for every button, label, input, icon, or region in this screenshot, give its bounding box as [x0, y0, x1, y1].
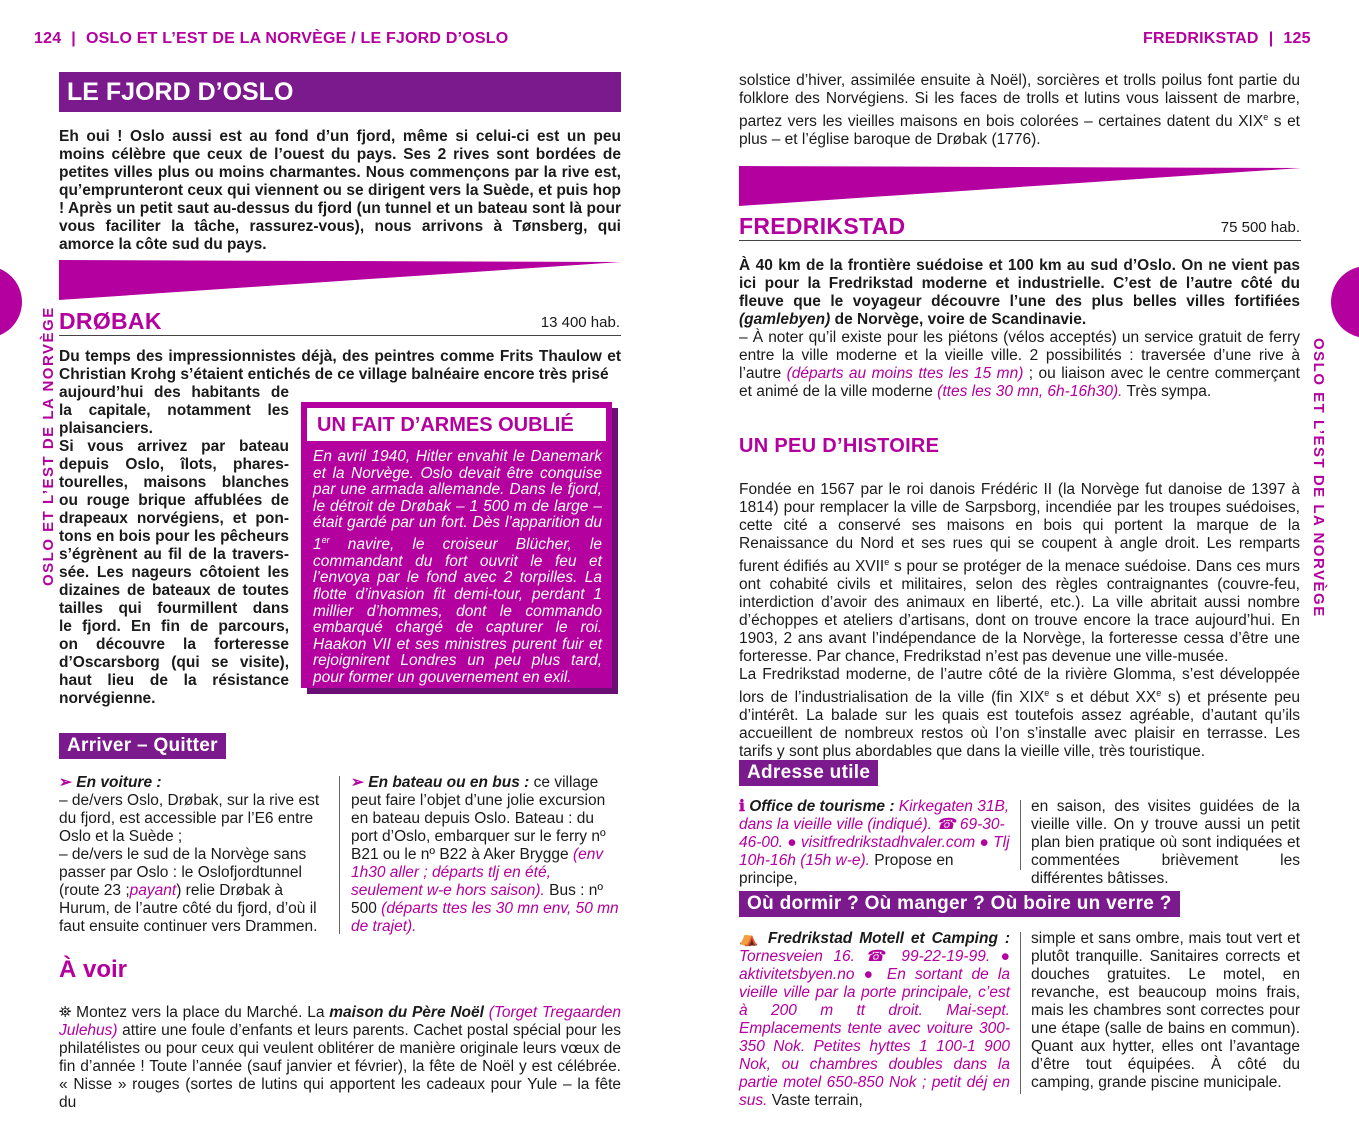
drobak-line: on découvre la forteresse: [59, 636, 289, 653]
chapter-intro: Eh oui ! Oslo aussi est au fond d’un fjord, même si celui-ci est un peu moins célèbre que ceux de l’ouest du pays. Ses 2 rives sont bordées de petites villes plus ou moins charmantes. Nous commençons par la rive est, qu’emprunteront ceux qui viennent ou se dirigent vers la Suède, et puis hop ! Après un petit saut au-dessus du fjord (un tunnel et un bateau sont là pour vous faciliter la tâche, rassurez-vous), nous arrivons à Tønsberg, qui amorce la côte sud du pays.: [59, 128, 621, 253]
left-running-title: OSLO ET L’EST DE LA NORVÈGE / LE FJORD D’OSLO: [85, 30, 509, 47]
drobak-line: tailles qui fourmillent dans: [59, 600, 289, 617]
right-running-title: FREDRIKSTAD: [1143, 30, 1259, 47]
a-voir-pre: Montez vers la place du Marché. La: [71, 1004, 330, 1021]
histoire-text: [739, 481, 1300, 761]
bus-hours: (départs ttes les 30 mn env, 50 mn de trajet).: [351, 900, 619, 935]
arriver-col-divider: [339, 776, 340, 934]
office-block: ℹ Office de tourisme : Kirkegaten 31B, dans la vieille ville (indiqué). ☎ 69-30-46-00. ● visitfredrikstadhvaler.com ● Tlj 10h-16h (15h w-e). Propose en principe,: [739, 798, 1010, 887]
fredrikstad-rule: [739, 240, 1301, 241]
bus-text: Bus : nº 500: [351, 882, 604, 917]
continuation-text: solstice d’hiver, assimilée ensuite à Noël), sorcières et trolls poilus font partie du folklore des Norvégiens. Si les faces de trolls et lutins vous laissent de marbre, partez vers les vieilles maisons en bois colorées – certaines datent du XIXe s et plus – et l’église baroque de Drøbak (1776).: [739, 72, 1300, 149]
drobak-line: d’Oscarsborg (qui se visite),: [59, 654, 289, 671]
fait-armes-box: [301, 402, 612, 688]
left-side-label: OSLO ET L’EST DE LA NORVÈGE: [40, 306, 57, 586]
drobak-line: norvégienne.: [59, 690, 156, 707]
right-side-label: OSLO ET L’EST DE LA NORVÈGE: [1310, 338, 1327, 618]
camping-col-divider: [1020, 932, 1021, 1094]
right-page-number: 125: [1283, 30, 1311, 47]
drobak-line: s’égrènent au fil de la travers-: [59, 546, 289, 563]
camping-block: ⛺ Fredrikstad Motell et Camping : Tornesveien 16. ☎ 99-22-19-99. ● aktivitetsbyen.no ● En sortant de la vieille ville par la porte principale, c’est à 200 m tt droit. Mai-sept. Emplacements tente avec voiture 300-350 Nok. Petites hyttes 1 100-1 900 Nok, ou chambres doubles dans la partie motel 650-850 Nok ; petit déj en sus. Vaste terrain,: [739, 930, 1010, 1109]
drobak-line: le fjord. En fin de parcours,: [59, 618, 289, 635]
a-voir-text: [59, 1004, 621, 1112]
voiture-payant: payant: [129, 882, 177, 899]
histoire-heading: UN PEU D’HISTOIRE: [739, 435, 940, 457]
drobak-wedge: [59, 260, 621, 300]
left-running-head: 124 | OSLO ET L’EST DE LA NORVÈGE / LE FJORD D’OSLO: [34, 30, 509, 47]
drobak-line: tourelles, maisons blanches: [59, 474, 289, 491]
dormir-heading: Où dormir ? Où manger ? Où boire un verre ?: [739, 891, 1180, 917]
drobak-line: tons en bois pour les pêcheurs: [59, 528, 289, 545]
drobak-line: haut lieu de la résistance: [59, 672, 289, 689]
office-text-right: en saison, des visites guidées de la vieille ville. On y trouve aussi un petit plan bien pratique où sont indiquées et commentées brièvement les différentes bâtisses.: [1031, 798, 1300, 887]
tent-icon: ⛺: [739, 930, 761, 947]
right-running-head: FREDRIKSTAD | 125: [1143, 30, 1311, 47]
fredrikstad-wedge: [739, 166, 1301, 206]
drobak-line: Si vous arrivez par bateau: [59, 438, 289, 455]
voiture-text-end: ) relie Drøbak à Hurum, de l’autre côté du fjord, d’où il faut ensuite continuer vers Drammen.: [59, 882, 318, 935]
left-page-number: 124: [34, 30, 62, 47]
right-edge-tab: [1331, 266, 1359, 338]
pere-noel-addr: (Torget Tregaarden Julehus): [59, 1004, 621, 1039]
bateau-text: ce village peut faire l’objet d’une jolie excursion en bateau depuis Oslo. Bateau : du port d’Oslo, embarquer sur le ferry nº B21 ou le nº B22 à Aker Brygge: [351, 774, 606, 863]
a-voir-heading: À voir: [59, 956, 128, 983]
camping-text-right: simple et sans ombre, mais tout vert et plutôt tranquille. Sanitaires corrects et douches gratuites. Le motel, en revanche, est beaucoup moins frais, mais les chambres sont correctes pour une étape (salle de bains en commun). Quant aux hytter, elles ont l’avantage d’être tout équipées. À côté du camping, grande piscine municipale.: [1031, 930, 1300, 1091]
drobak-line: dizaines de bateaux de toutes: [59, 582, 289, 599]
drobak-line: la capitale, notamment les: [59, 402, 289, 419]
histoire-paragraph-1: Fondée en 1567 par le roi danois Frédéric II (la Norvège fut danoise de 1397 à 1814) pour remplacer la ville de Sarpsborg, incendiée par les troupes suédoises, cette cité a conservé ses maisons en bois qui portent la marque de la Renaissance du Nord et ses rues qui se coupent à angle droit. Les remparts furent édifiés au XVIIe s pour se protéger de la menace suédoise. Dans ces murs ont cohabité civils et militaires, selon des règles contraignantes (couvre-feu, interdiction d’avoir des animaux en liberté, etc.). La ville abritait aussi nombre d’échoppes et ateliers d’artisans, dont on trouve encore la trace aujourd’hui. En 1903, 2 ans avant l’indépendance de la Norvège, la forteresse cessa d’être une forteresse. Par chance, Fredrikstad n’est pas devenue une ville-musée.: [739, 481, 1300, 666]
drobak-banner: [59, 260, 621, 302]
info-icon: ℹ: [739, 798, 745, 815]
fredrikstad-banner: [739, 166, 1301, 208]
bateau-label: En bateau ou en bus :: [368, 774, 530, 791]
fredrikstad-population: 75 500 hab.: [1220, 219, 1300, 236]
fredrikstad-lead: À 40 km de la frontière suédoise et 100 km au sud d’Oslo. On ne vient pas ici pour la Fredrikstad moderne et industrielle. C’est de l’autre côté du fleuve que le voyageur découvre l’une des plus belles villes fortifiées (gamlebyen) de Norvège, voire de Scandinavie. – À noter qu’il existe pour les piétons (vélos acceptés) un service gratuit de ferry entre la ville moderne et la vieille ville. 2 possibilités : traversée d’une rive à l’autre (départs au moins ttes les 15 mn) ; ou liaison avec le centre commerçant et animé de la ville moderne (ttes les 30 mn, 6h-16h30). Très sympa.: [739, 257, 1300, 400]
walk-icon: ⛯: [59, 1004, 72, 1021]
pere-noel-name: maison du Père Noël: [329, 1004, 484, 1021]
drobak-line: ou rouge brique affublées de: [59, 492, 289, 509]
adresse-utile-heading: Adresse utile: [739, 760, 878, 786]
drobak-population: 13 400 hab.: [540, 314, 620, 331]
drobak-line: aujourd’hui des habitants de: [59, 384, 289, 401]
fait-armes-title: UN FAIT D’ARMES OUBLIÉ: [307, 408, 606, 441]
voiture-text: – de/vers Oslo, Drøbak, sur la rive est du fjord, est accessible par l’E6 entre Oslo et la Suède ; – de/vers le sud de la Norvège sans passer par Oslo : le Oslofjordtunnel (route 23 ;: [59, 792, 320, 899]
bateau-hours: (env 1h30 aller ; départs tlj en été, seulement w-e hors saison).: [351, 846, 604, 899]
left-edge-tab: [0, 266, 22, 338]
drobak-line: depuis Oslo, îlots, phares-: [59, 456, 289, 473]
drobak-line: drapeaux norvégiens, et pon-: [59, 510, 289, 527]
a-voir-body: attire une foule d’enfants et leurs parents. Cachet postal spécial pour les philatélistes ou pour ceux qui veulent oblitérer de manière originale leurs vœux de fin d’année ! Toute l’année (sauf janvier et février), la fête de Noël y est célébrée. « Nisse » rouges (sortes de lutins qui apportent les cadeaux pour Yule – la fête du: [59, 1022, 621, 1111]
drobak-title: DRØBAK: [59, 308, 162, 334]
fait-armes-text: En avril 1940, Hitler envahit le Danemark et la Norvège. Oslo devait être conquise par une armada allemande. Dans le fjord, le détroit de Drøbak – 1 500 m de large – était gardé par un fort. Dès l’apparition du 1er navire, le croiseur Blücher, le commandant du fort ouvrit le feu et l’envoya par le fond avec 2 torpilles. La flotte d’invasion fit demi-tour, perdant 1 millier d’hommes, dont le commando embarqué chargé de capturer le roi. Haakon VII et ses ministres purent fuir et rejoignirent Londres un peu plus tard, pour former un gouvernement en exil.: [313, 448, 602, 686]
drobak-line: sée. Les nageurs côtoient les: [59, 564, 289, 581]
bateau-block: ➢ En bateau ou en bus : ce village peut faire l’objet d’une jolie excursion en bateau depuis Oslo. Bateau : du port d’Oslo, embarquer sur le ferry nº B21 ou le nº B22 à Aker Brygge (env 1h30 aller ; départs tlj en été, seulement w-e hors saison). Bus : nº 500 (départs ttes les 30 mn env, 50 mn de trajet).: [351, 774, 619, 935]
histoire-paragraph-2: La Fredrikstad moderne, de l’autre côté de la rivière Glomma, s’est développée lors de l’industrialisation de la ville (fin XIXe s et début XXe s) et présente peu d’intérêt. La balade sur les quais est toutefois assez agréable, d’autant qu’ils accueillent de nombreux restos où l’on s’installe avec plaisir en terrasse. Les tarifs y sont plus abordables que dans la vieille ville, très touristique.: [739, 666, 1300, 761]
voiture-label: En voiture :: [76, 774, 162, 791]
drobak-text: [59, 384, 289, 708]
office-col-divider: [1020, 800, 1021, 870]
drobak-line: plaisanciers.: [59, 420, 153, 437]
drobak-rule: [59, 335, 621, 336]
voiture-block: ➢ En voiture : – de/vers Oslo, Drøbak, sur la rive est du fjord, est accessible par l’E6 entre Oslo et la Suède ; – de/vers le sud de la Norvège sans passer par Oslo : le Oslofjordtunnel (route 23 ;payant) relie Drøbak à Hurum, de l’autre côté du fjord, d’où il faut ensuite continuer vers Drammen.: [59, 774, 320, 935]
arriver-quitter-heading: Arriver – Quitter: [59, 733, 226, 759]
fredrikstad-title: FREDRIKSTAD: [739, 213, 906, 239]
drobak-lead: Du temps des impressionnistes déjà, des peintres comme Frits Thaulow et Christian Krohg s’étaient entichés de ce village balnéaire encore très prisé: [59, 348, 621, 383]
chapter-title: LE FJORD D’OSLO: [59, 72, 621, 112]
